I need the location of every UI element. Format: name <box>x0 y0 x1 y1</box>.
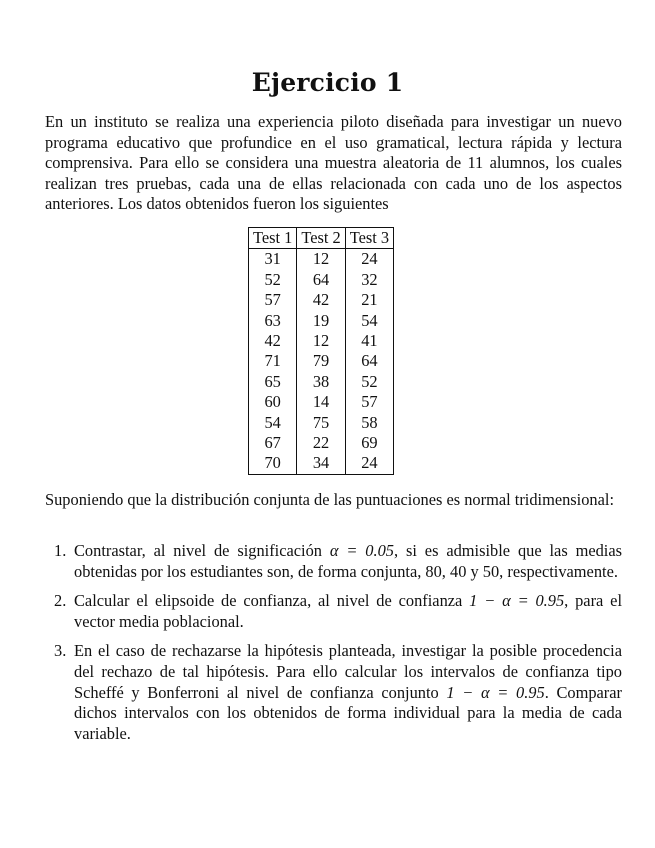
math-expression: 1 − α = 0.95 <box>446 682 545 702</box>
exercise-title: Ejercicio 1 <box>251 68 404 97</box>
table-cell: 71 <box>249 351 297 371</box>
table-cell: 58 <box>345 413 393 433</box>
list-item-text: Calcular el elipsoide de confianza, al nivel de confianza <box>74 591 470 611</box>
table-row <box>249 372 394 392</box>
math-expression: 1 − α = 0.95 <box>469 591 565 611</box>
list-item <box>45 641 622 744</box>
table-cell: 41 <box>345 331 393 351</box>
data-table-container <box>248 227 394 475</box>
table-cell: 24 <box>345 249 393 270</box>
table-body <box>249 249 394 474</box>
table-cell: 38 <box>297 372 345 392</box>
table-cell: 64 <box>297 270 345 290</box>
table-cell: 64 <box>345 351 393 371</box>
math-expression: α = 0.05 <box>329 541 394 560</box>
table-cell: 54 <box>249 413 297 433</box>
table-cell: 60 <box>249 392 297 412</box>
list-item <box>45 591 622 632</box>
header-test-1: Test 1 <box>249 228 297 249</box>
table-row <box>249 249 394 270</box>
table-cell: 12 <box>297 331 345 351</box>
table-cell: 67 <box>249 433 297 453</box>
list-item-text: , para el vector media poblacional. <box>74 591 622 631</box>
table-row <box>249 453 394 474</box>
list-item <box>45 541 622 582</box>
list-item-number: 3. <box>54 641 67 661</box>
table-row <box>249 433 394 453</box>
table-row <box>249 270 394 290</box>
table-row <box>249 392 394 412</box>
table-cell: 57 <box>345 392 393 412</box>
table-cell: 31 <box>249 249 297 270</box>
list-item-text: En el caso de rechazarse la hipótesis planteada, investigar la posible procedencia del rechazo de tal hipótesis. Para ello calcular los intervalos de confianza tipo Scheffé y Bonferroni al nivel de confianza conjunto <box>74 641 622 702</box>
table-row <box>249 351 394 371</box>
table-cell: 42 <box>249 331 297 351</box>
table-cell: 22 <box>297 433 345 453</box>
table-cell: 52 <box>249 270 297 290</box>
table-cell: 42 <box>297 290 345 310</box>
assumption-paragraph: Suponiendo que la distribución conjunta de las puntuaciones es normal tridimensional: <box>45 490 615 509</box>
table-cell: 75 <box>297 413 345 433</box>
table-cell: 24 <box>345 453 393 474</box>
table-cell: 69 <box>345 433 393 453</box>
table-cell: 54 <box>345 311 393 331</box>
header-test-2: Test 2 <box>297 228 345 249</box>
list-item-number: 1. <box>54 541 67 560</box>
list-item-text: Contrastar, al nivel de significación <box>74 541 330 560</box>
table-cell: 14 <box>297 392 345 412</box>
table-cell: 57 <box>249 290 297 310</box>
table-header-row <box>249 228 394 249</box>
table-row <box>249 331 394 351</box>
table-cell: 21 <box>345 290 393 310</box>
table-cell: 34 <box>297 453 345 474</box>
table-cell: 65 <box>249 372 297 392</box>
table-cell: 52 <box>345 372 393 392</box>
list-item-text: , si es admisible que las medias obtenidas por los estudiantes son, de forma conjunta, 80, 40 y 50, respectivamente. <box>74 541 623 581</box>
task-list <box>45 541 622 753</box>
table-row <box>249 413 394 433</box>
list-item-number: 2. <box>54 591 67 611</box>
header-test-3: Test 3 <box>345 228 393 249</box>
list-item-text: . Comparar dichos intervalos con los obtenidos de forma individual para la media de cada variable. <box>74 682 622 743</box>
table-cell: 12 <box>297 249 345 270</box>
table-cell: 63 <box>249 311 297 331</box>
table-row <box>249 290 394 310</box>
table-cell: 32 <box>345 270 393 290</box>
table-row <box>249 311 394 331</box>
intro-paragraph: En un instituto se realiza una experiencia piloto diseñada para investigar un nuevo programa educativo que profundice en el uso gramatical, lectura rápida y lectura comprensiva. Para ello se considera una muestra aleatoria de 11 alumnos, los cuales realizan tres pruebas, cada una de ellas relacionada con cada uno de los aspectos anteriores. Los datos obtenidos fueron los siguientes <box>45 112 622 214</box>
table-cell: 70 <box>249 453 297 474</box>
table-cell: 19 <box>297 311 345 331</box>
scores-table <box>248 227 394 475</box>
table-cell: 79 <box>297 351 345 371</box>
